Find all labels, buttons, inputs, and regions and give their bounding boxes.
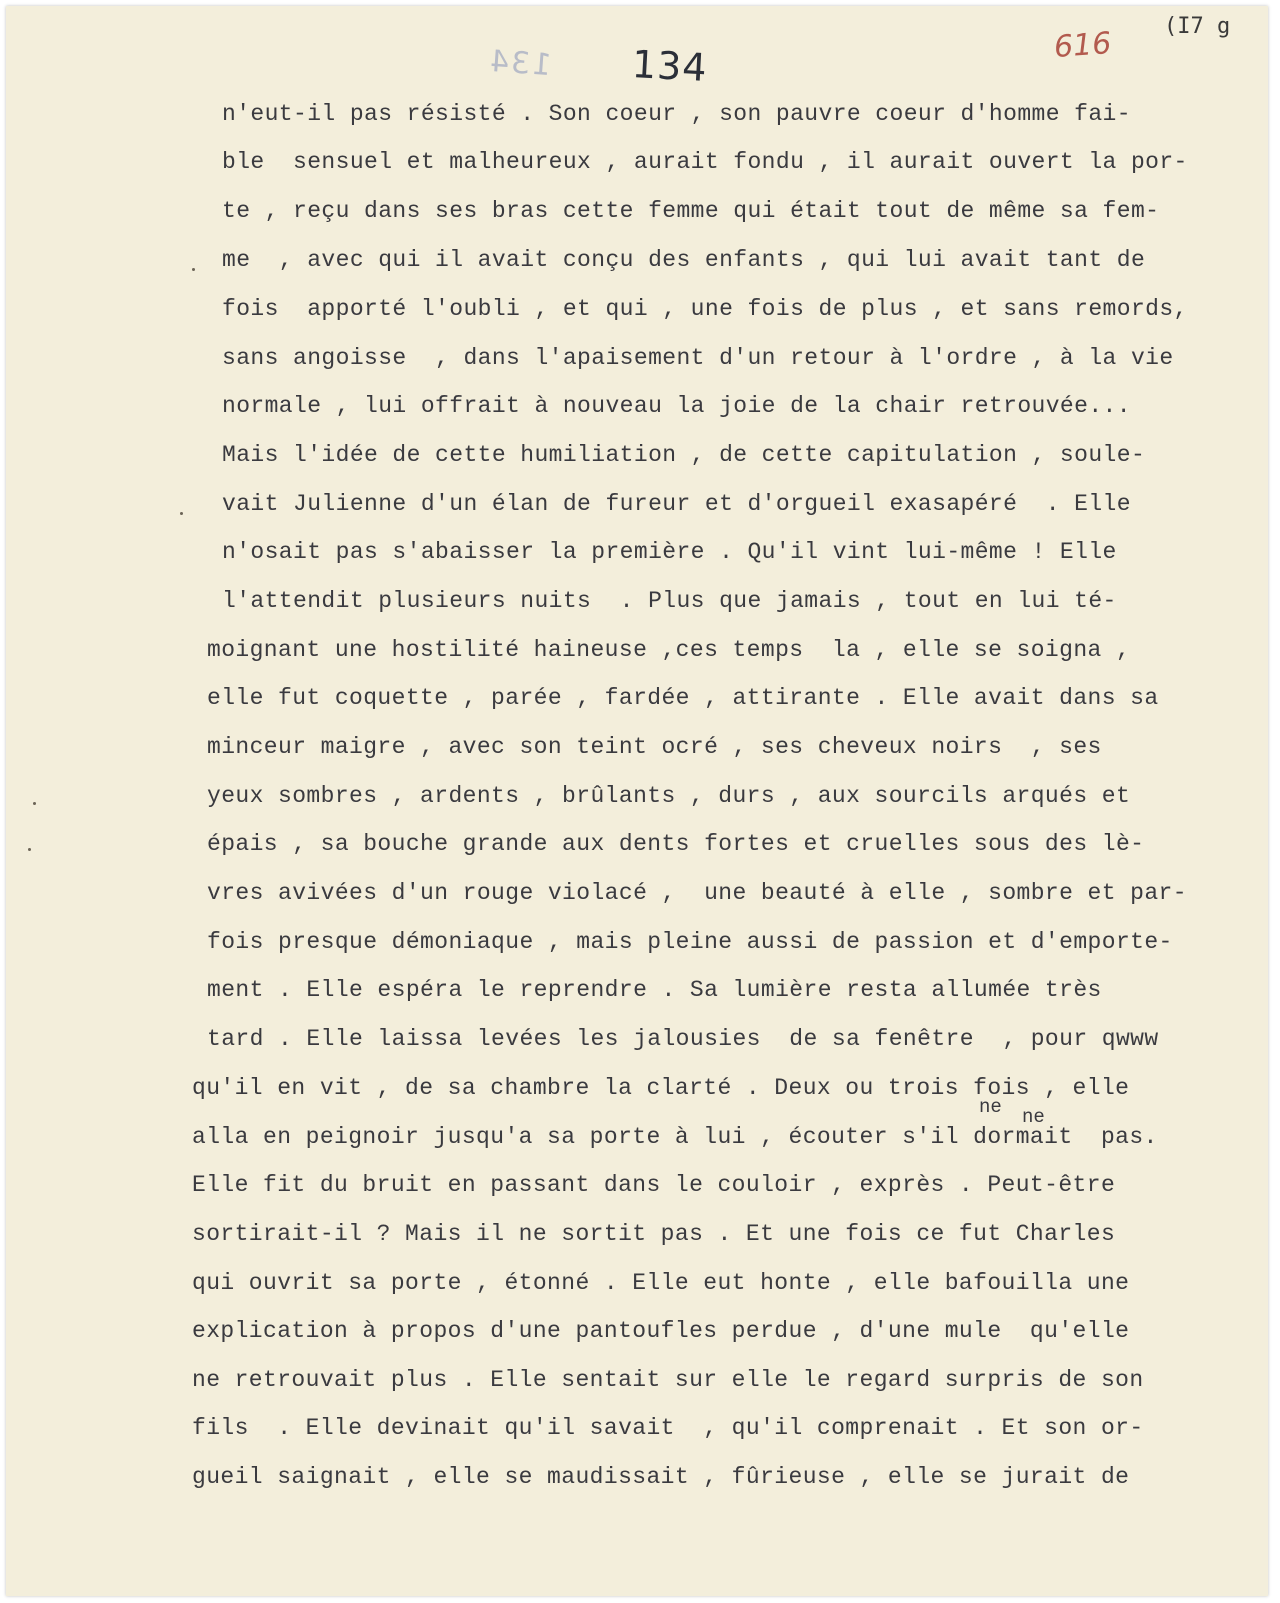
text-line-1: n'eut-il pas résisté . Son coeur , son pauvre coeur d'homme fai- bbox=[222, 101, 1131, 127]
text-line-21: qu'il en vit , de sa chambre la clarté . Deux ou trois fois , elle bbox=[192, 1075, 1130, 1101]
interlinear-correction-ne-upper: ne bbox=[979, 1096, 1002, 1118]
paper-speck bbox=[180, 512, 183, 515]
text-line-5: fois apporté l'oubli , et qui , une fois de plus , et sans remords, bbox=[222, 296, 1188, 322]
text-line-17: vres avivées d'un rouge violacé , une beauté à elle , sombre et par- bbox=[207, 880, 1187, 906]
text-line-4: me , avec qui il avait conçu des enfants , qui lui avait tant de bbox=[222, 247, 1146, 273]
text-line-19: ment . Elle espéra le reprendre . Sa lumière resta allumée très bbox=[207, 977, 1102, 1003]
paper-speck bbox=[192, 268, 195, 271]
typed-folio-mark: (I7 g bbox=[1164, 14, 1231, 39]
text-line-28: fils . Elle devinait qu'il savait , qu'il comprenait . Et son or- bbox=[192, 1415, 1144, 1441]
red-folio-number: 616 bbox=[1052, 26, 1113, 65]
pencil-page-number: 134 bbox=[486, 43, 553, 84]
text-line-2: ble sensuel et malheureux , aurait fondu , il aurait ouvert la por- bbox=[222, 149, 1188, 175]
text-line-25: qui ouvrit sa porte , étonné . Elle eut honte , elle bafouilla une bbox=[192, 1270, 1130, 1296]
text-line-22: alla en peignoir jusqu'a sa porte à lui , écouter s'il dormait pas. bbox=[192, 1124, 1158, 1150]
text-line-24: sortirait-il ? Mais il ne sortit pas . Et une fois ce fut Charles bbox=[192, 1221, 1116, 1247]
text-line-9: vait Julienne d'un élan de fureur et d'orgueil exasapéré . Elle bbox=[222, 491, 1131, 517]
text-line-15: yeux sombres , ardents , brûlants , durs , aux sourcils arqués et bbox=[207, 783, 1131, 809]
text-line-11: l'attendit plusieurs nuits . Plus que jamais , tout en lui té- bbox=[222, 588, 1117, 614]
text-line-13: elle fut coquette , parée , fardée , attirante . Elle avait dans sa bbox=[207, 685, 1159, 711]
text-line-10: n'osait pas s'abaisser la première . Qu'il vint lui-même ! Elle bbox=[222, 539, 1117, 565]
manuscript-page bbox=[6, 6, 1268, 1596]
text-line-7: normale , lui offrait à nouveau la joie de la chair retrouvée... bbox=[222, 393, 1131, 419]
text-line-6: sans angoisse , dans l'apaisement d'un retour à l'ordre , à la vie bbox=[222, 345, 1174, 371]
paper-speck bbox=[28, 848, 31, 851]
text-line-29: gueil saignait , elle se maudissait , fûrieuse , elle se jurait de bbox=[192, 1464, 1130, 1490]
text-line-20: tard . Elle laissa levées les jalousies de sa fenêtre , pour qwww bbox=[207, 1026, 1159, 1052]
ink-page-number: 134 bbox=[630, 42, 709, 90]
paper-speck bbox=[33, 802, 36, 805]
text-line-18: fois presque démoniaque , mais pleine aussi de passion et d'emporte- bbox=[207, 929, 1173, 955]
text-line-16: épais , sa bouche grande aux dents fortes et cruelles sous des lè- bbox=[207, 831, 1145, 857]
text-line-12: moignant une hostilité haineuse ,ces temps la , elle se soigna , bbox=[207, 637, 1131, 663]
text-line-26: explication à propos d'une pantoufles perdue , d'une mule qu'elle bbox=[192, 1318, 1130, 1344]
text-line-3: te , reçu dans ses bras cette femme qui était tout de même sa fem- bbox=[222, 198, 1160, 224]
text-line-14: minceur maigre , avec son teint ocré , ses cheveux noirs , ses bbox=[207, 734, 1102, 760]
text-line-27: ne retrouvait plus . Elle sentait sur elle le regard surpris de son bbox=[192, 1367, 1144, 1393]
text-line-23: Elle fit du bruit en passant dans le couloir , exprès . Peut-être bbox=[192, 1172, 1116, 1198]
interlinear-correction-ne-lower: ne bbox=[1022, 1106, 1045, 1128]
text-line-8: Mais l'idée de cette humiliation , de cette capitulation , soule- bbox=[222, 442, 1146, 468]
